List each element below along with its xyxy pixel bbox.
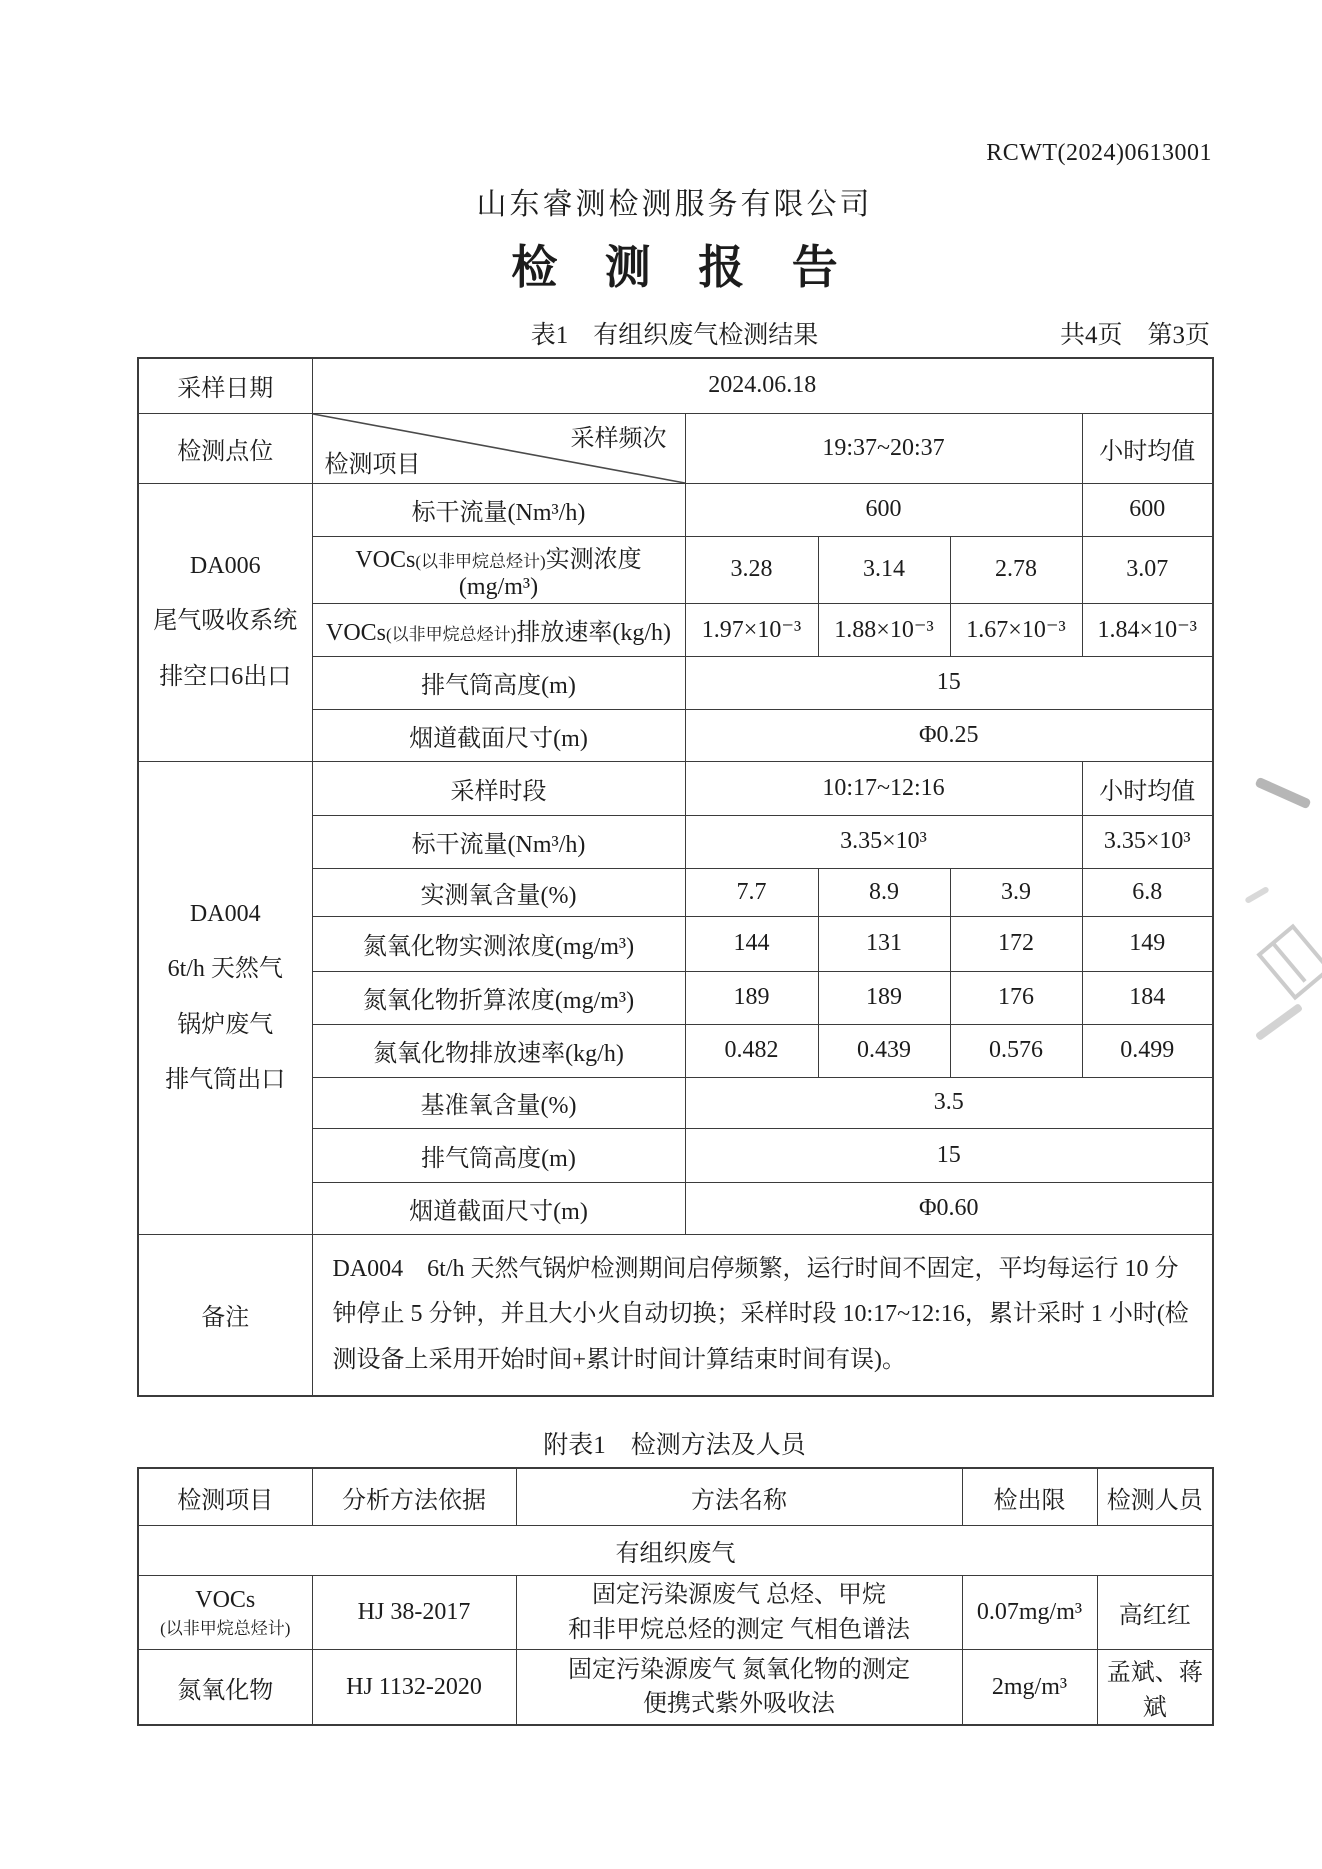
nox-conc-avg: 149 [1082, 916, 1213, 971]
method-line: 便携式紫外吸收法 [643, 1691, 835, 1718]
da004-duct-value: Φ0.60 [685, 1182, 1213, 1234]
vocs-rate-label [312, 603, 685, 656]
nox-conc-label: 氮氧化物实测浓度(mg/m³) [312, 916, 685, 971]
da006-point-cell [138, 483, 312, 761]
vocs-conc-v2: 3.14 [818, 536, 950, 603]
da004-name-line: DA004 [189, 901, 261, 928]
nox-rate-avg: 0.499 [1082, 1024, 1213, 1077]
group-row [138, 1525, 1213, 1575]
diagonal-header-cell [312, 413, 685, 483]
vocs-label-rest: 实测浓度(mg/m³) [458, 546, 642, 600]
vocs-rate-avg: 1.84×10⁻³ [1082, 603, 1213, 656]
company-name: 山东睿测检测服务有限公司 [476, 188, 873, 221]
row-sampling-date [138, 358, 1213, 413]
sampling-date-label: 采样日期 [138, 358, 312, 413]
method-row-nox [138, 1650, 1213, 1726]
item-small: (以非甲烷总烃计) [160, 1618, 291, 1638]
stamp-stroke [1244, 886, 1270, 904]
col-header-basis: 分析方法依据 [312, 1468, 516, 1525]
row-remark [138, 1234, 1213, 1396]
row-da004-period [138, 761, 1213, 815]
table1-caption: 表1 有组织废气检测结果 [530, 322, 819, 349]
pagination: 共4页 第3页 [1059, 322, 1210, 349]
nox-conv-avg: 184 [1082, 971, 1213, 1024]
item-vocs [138, 1575, 312, 1650]
period1-value: 19:37~20:37 [685, 413, 1082, 483]
col-header-item: 检测项目 [138, 1468, 312, 1525]
stamp-fragment [1244, 782, 1322, 1112]
appendix-caption: 附表1 检测方法及人员 [543, 1432, 806, 1460]
point-label: 检测点位 [138, 413, 312, 483]
da004-height-value: 15 [685, 1128, 1213, 1182]
o2-avg: 6.8 [1082, 868, 1213, 916]
basis-vocs: HJ 38-2017 [312, 1575, 516, 1650]
remark-label: 备注 [138, 1234, 312, 1396]
vocs-rate-v1: 1.97×10⁻³ [685, 603, 818, 656]
da006-duct-value: Φ0.25 [685, 709, 1213, 761]
da004-flow-avg: 3.35×10³ [1082, 815, 1213, 868]
da004-point-cell [138, 761, 312, 1234]
vocs-conc-label [312, 536, 685, 603]
nox-conc-v2: 131 [818, 916, 950, 971]
results-table [137, 357, 1214, 1397]
stamp-stroke [1254, 777, 1311, 810]
person-vocs: 高红红 [1097, 1575, 1213, 1650]
vocs-label-main: VOCs [355, 546, 416, 573]
da006-height-value: 15 [685, 656, 1213, 709]
da006-name-line: DA006 [189, 553, 261, 580]
o2-v2: 8.9 [818, 868, 950, 916]
da004-period-avg: 小时均值 [1082, 761, 1213, 815]
nox-conc-v1: 144 [685, 916, 818, 971]
da006-name-line: 排空口6出口 [159, 663, 292, 690]
report-page [137, 0, 1212, 1726]
da006-flow-value: 600 [685, 483, 1082, 536]
method-row-vocs [138, 1575, 1213, 1650]
method-line: 和非甲烷总烃的测定 气相色谱法 [568, 1616, 910, 1643]
nox-rate-label: 氮氧化物排放速率(kg/h) [312, 1024, 685, 1077]
nox-conv-v3: 176 [950, 971, 1082, 1024]
o2-label: 实测氧含量(%) [312, 868, 685, 916]
vocs-conc-avg: 3.07 [1082, 536, 1213, 603]
diag-bottom-label: 检测项目 [324, 451, 421, 478]
da006-flow-label: 标干流量(Nm³/h) [312, 483, 685, 536]
nox-rate-v2: 0.439 [818, 1024, 950, 1077]
item-main: VOCs [195, 1586, 256, 1613]
col-header-method: 方法名称 [516, 1468, 962, 1525]
nox-conc-v3: 172 [950, 916, 1082, 971]
person-nox: 孟斌、蒋斌 [1097, 1650, 1213, 1726]
nox-conv-v2: 189 [818, 971, 950, 1024]
vocs-label-main: VOCs [326, 620, 387, 646]
page-title: 检 测 报 告 [511, 242, 856, 293]
row-header [138, 413, 1213, 483]
limit-nox: 2mg/m³ [962, 1650, 1097, 1726]
vocs-label-small: (以非甲烷总烃计) [415, 551, 546, 571]
da006-flow-avg: 600 [1082, 483, 1213, 536]
da004-name-line: 6t/h 天然气 [167, 956, 283, 983]
diag-top-label: 采样频次 [570, 425, 667, 452]
da004-height-label: 排气筒高度(m) [312, 1128, 685, 1182]
vocs-rate-v3: 1.67×10⁻³ [950, 603, 1082, 656]
vocs-conc-v3: 2.78 [950, 536, 1082, 603]
nox-rate-v3: 0.576 [950, 1024, 1082, 1077]
vocs-label-rest: 排放速率(kg/h) [516, 620, 671, 646]
da004-period-label: 采样时段 [312, 761, 685, 815]
remark-text: DA004 6t/h 天然气锅炉检测期间启停频繁，运行时间不固定，平均每运行 10 分钟停止 5 分钟，并且大小火自动切换；采样时段 10:17~12:16，累计采时 1 小时(检测设备上采用开始时间+累计时间计算结束时间有误)。 [312, 1234, 1213, 1396]
limit-vocs: 0.07mg/m³ [962, 1575, 1097, 1650]
da004-name-line: 锅炉废气 [177, 1011, 274, 1038]
stamp-stroke [1255, 1003, 1303, 1041]
da006-height-label: 排气筒高度(m) [312, 656, 685, 709]
vocs-conc-v1: 3.28 [685, 536, 818, 603]
da004-duct-label: 烟道截面尺寸(m) [312, 1182, 685, 1234]
da006-name-line: 尾气吸收系统 [153, 608, 298, 635]
da004-flow-value: 3.35×10³ [685, 815, 1082, 868]
base-o2-value: 3.5 [685, 1077, 1213, 1128]
report-number: RCWT(2024)0613001 [986, 140, 1212, 166]
method-nox [516, 1650, 962, 1726]
method-line: 固定污染源废气 氮氧化物的测定 [568, 1656, 910, 1683]
item-nox: 氮氧化物 [138, 1650, 312, 1726]
da006-duct-label: 烟道截面尺寸(m) [312, 709, 685, 761]
o2-v3: 3.9 [950, 868, 1082, 916]
stamp-glyph [1256, 924, 1322, 1001]
hourly-avg-label: 小时均值 [1082, 413, 1213, 483]
method-vocs [516, 1575, 962, 1650]
group-label: 有组织废气 [138, 1525, 1213, 1575]
col-header-limit: 检出限 [962, 1468, 1097, 1525]
methods-table [137, 1467, 1214, 1726]
method-line: 固定污染源废气 总烃、甲烷 [592, 1581, 886, 1608]
basis-nox: HJ 1132-2020 [312, 1650, 516, 1726]
o2-v1: 7.7 [685, 868, 818, 916]
col-header-person: 检测人员 [1097, 1468, 1213, 1525]
da004-period-value: 10:17~12:16 [685, 761, 1082, 815]
vocs-label-small: (以非甲烷总烃计) [386, 625, 517, 644]
base-o2-label: 基准氧含量(%) [312, 1077, 685, 1128]
nox-conv-label: 氮氧化物折算浓度(mg/m³) [312, 971, 685, 1024]
da004-name-line: 排气筒出口 [165, 1066, 286, 1093]
nox-conv-v1: 189 [685, 971, 818, 1024]
nox-rate-v1: 0.482 [685, 1024, 818, 1077]
row-da006-flow [138, 483, 1213, 536]
da004-flow-label: 标干流量(Nm³/h) [312, 815, 685, 868]
table1-caption-row [137, 315, 1212, 351]
vocs-rate-v2: 1.88×10⁻³ [818, 603, 950, 656]
methods-header-row [138, 1468, 1213, 1525]
sampling-date-value: 2024.06.18 [312, 358, 1213, 413]
